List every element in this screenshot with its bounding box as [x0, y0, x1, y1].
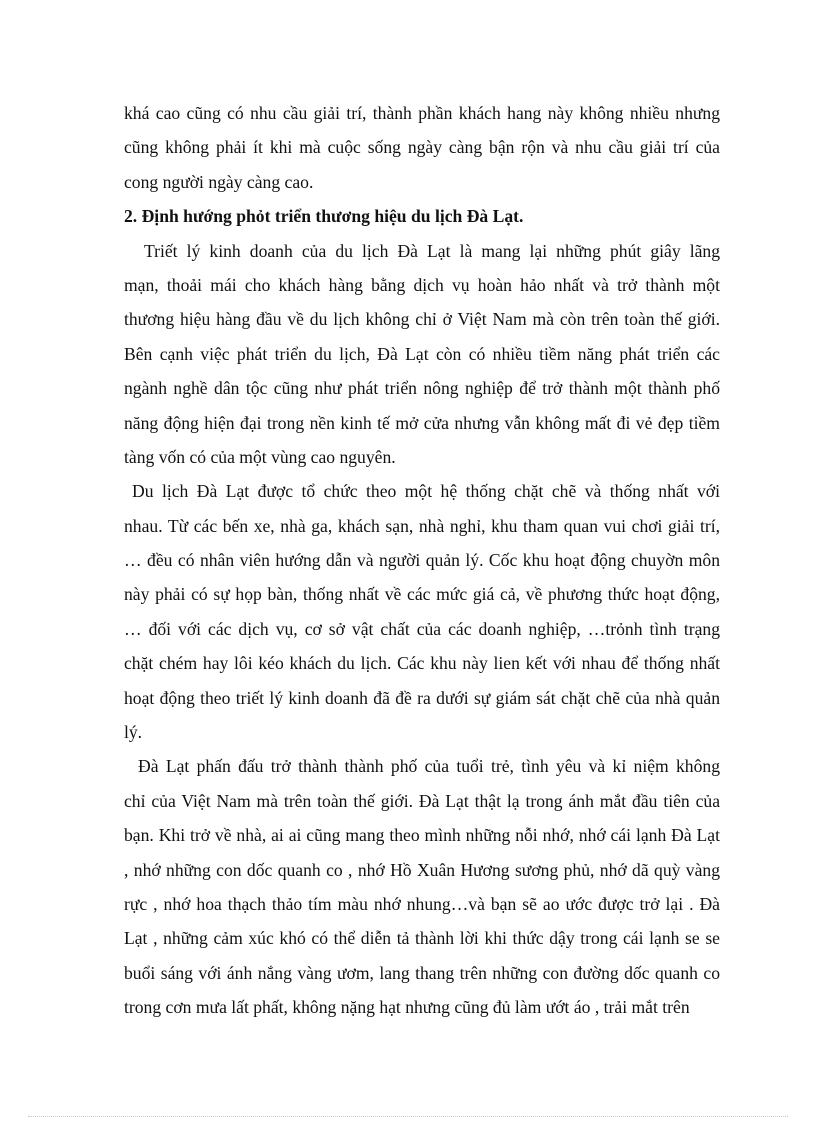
- text-line: mạn, thoải mái cho khách hàng bằng dịch vụ hoàn hảo nhất và trở thành một: [124, 274, 720, 295]
- text-line: … đều có nhân viên hướng dẫn và người quản lý. Cốc khu hoạt động chuyờn môn: [124, 550, 720, 571]
- text-line: cũng không phải ít khi mà cuộc sống ngày càng bận rộn và nhu cầu giải trí của: [124, 137, 720, 158]
- page-bottom-divider: [28, 1116, 788, 1117]
- text-line: Đà Lạt phấn đấu trở thành thành phố của tuổi trẻ, tình yêu và kỉ niệm không: [138, 756, 720, 777]
- text-line: tàng vốn có của một vùng cao nguyên.: [124, 446, 396, 467]
- text-line: này phải có sự họp bàn, thống nhất về các mức giá cả, về phương thức hoạt động,: [124, 584, 720, 605]
- text-line: rực , nhớ hoa thạch thảo tím màu nhớ nhung…và bạn sẽ ao ước được trở lại . Đà: [124, 893, 720, 914]
- text-line: , nhớ những con dốc quanh co , nhớ Hồ Xuân Hương sương phủ, nhớ dã quỳ vàng: [124, 859, 720, 880]
- text-line: ngành nghề dân tộc cũng như phát triển nông nghiệp để trở thành một thành phố: [124, 378, 720, 399]
- text-line: cong người ngày càng cao.: [124, 171, 314, 192]
- text-line: lý.: [124, 722, 143, 743]
- text-line: bạn. Khi trở về nhà, ai ai cũng mang theo mình những nỗi nhớ, nhớ cái lạnh Đà Lạt: [124, 825, 720, 846]
- text-line: Lạt , những cảm xúc khó có thể diễn tả thành lời khi thức dậy trong cái lạnh se se: [124, 928, 720, 949]
- text-line: Bên cạnh việc phát triển du lịch, Đà Lạt còn có nhiều tiềm năng phát triển các: [124, 343, 720, 364]
- text-line: nhau. Từ các bến xe, nhà ga, khách sạn, nhà nghỉ, khu tham quan vui chơi giải trí,: [124, 515, 720, 536]
- text-line: chặt chém hay lôi kéo khách du lịch. Các khu này lien kết với nhau để thống nhất: [124, 653, 720, 674]
- text-line: trong cơn mưa lất phất, không nặng hạt nhưng cũng đủ làm ướt áo , trải mắt trên: [124, 997, 690, 1018]
- text-line: chỉ của Việt Nam mà trên toàn thế giới. Đà Lạt thật lạ trong ánh mắt đầu tiên của: [124, 790, 720, 811]
- text-line: … đối với các dịch vụ, cơ sở vật chất của các doanh nghiệp, …trỏnh tình trạng: [124, 618, 720, 639]
- text-line: khá cao cũng có nhu cầu giải trí, thành phần khách hang này không nhiều nhưng: [124, 103, 720, 123]
- text-line: Triết lý kinh doanh của du lịch Đà Lạt là mang lại những phút giây lãng: [144, 240, 720, 261]
- body-text: [124, 96, 720, 1025]
- text-line: hoạt động theo triết lý kinh doanh đã đề ra dưới sự giám sát chặt chẽ của nhà quản: [124, 687, 720, 708]
- text-line: thương hiệu hàng đầu về du lịch không chỉ ở Việt Nam mà còn trên toàn thế giới.: [124, 309, 720, 330]
- section-heading: 2. Định hướng phỏt triển thương hiệu du lịch Đà Lạt.: [124, 206, 524, 227]
- text-line: buổi sáng với ánh nắng vàng ươm, lang thang trên những con đường dốc quanh co: [124, 962, 720, 983]
- text-line: năng động hiện đại trong nền kinh tế mở cửa nhưng vẫn không mất đi vẻ đẹp tiềm: [124, 412, 720, 433]
- text-line: Du lịch Đà Lạt được tổ chức theo một hệ thống chặt chẽ và thống nhất với: [132, 481, 720, 502]
